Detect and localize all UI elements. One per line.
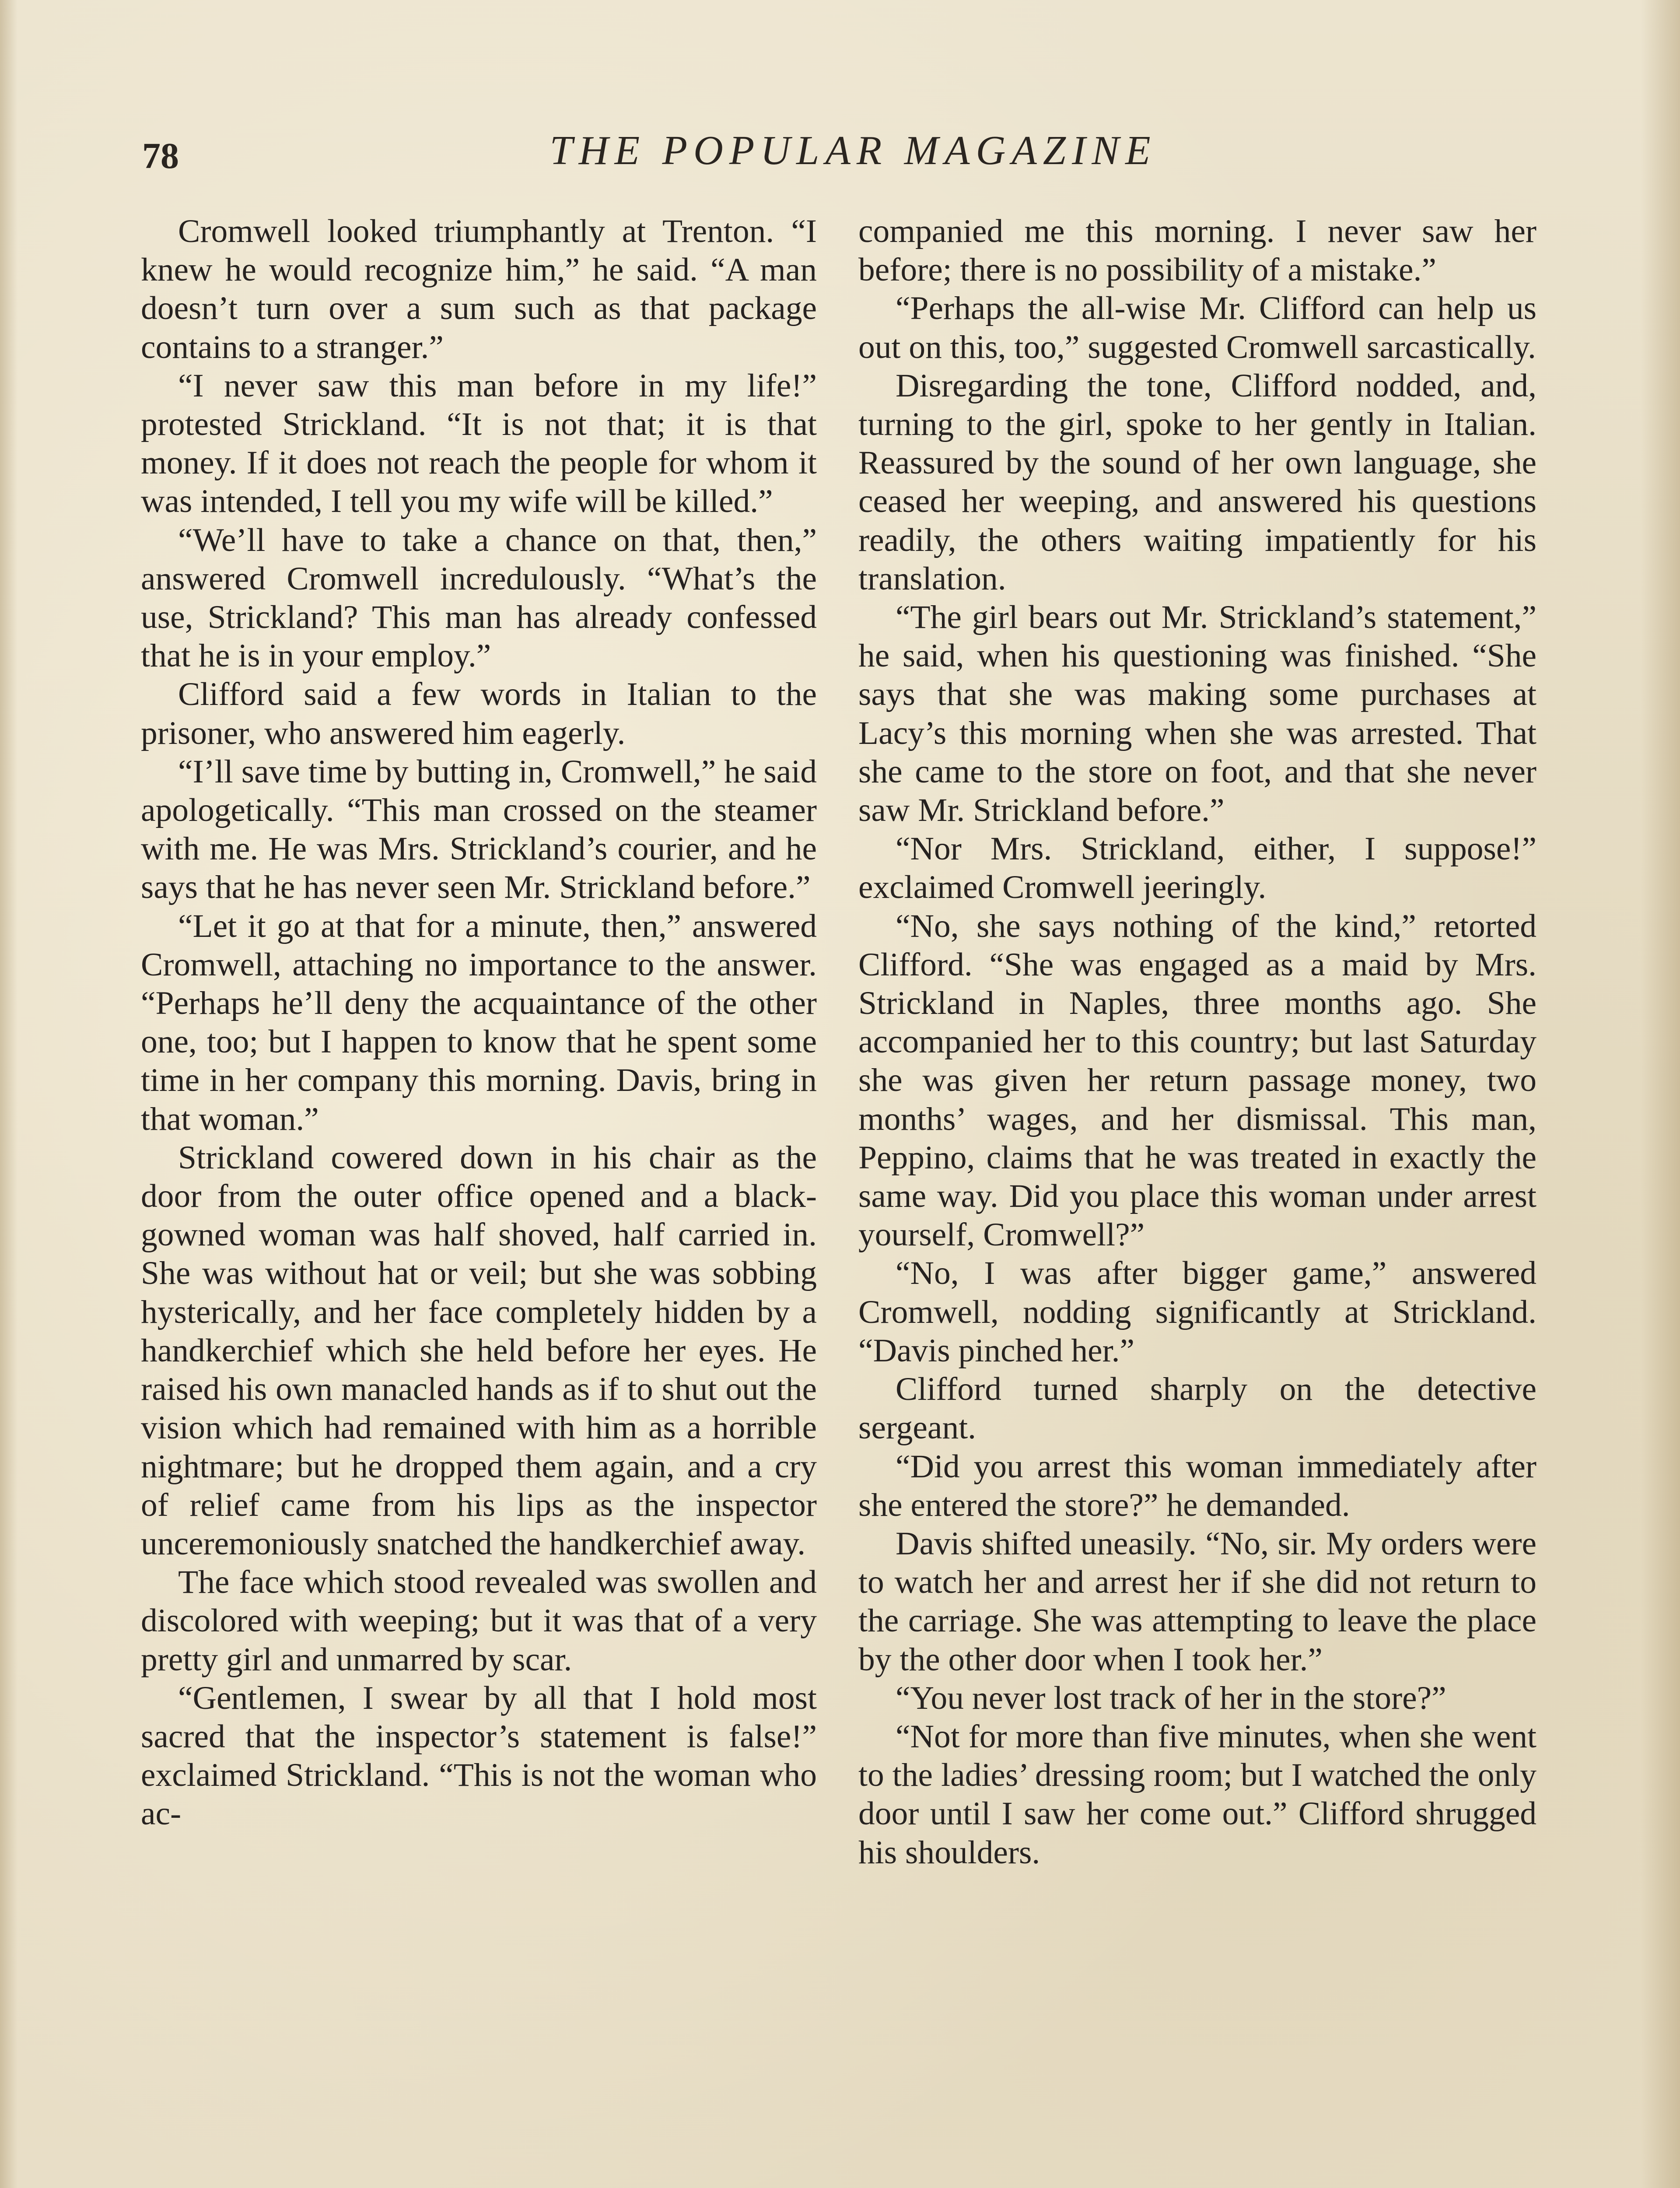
paragraph: “You never lost track of her in the store?” bbox=[896, 1680, 1446, 1716]
paragraph: “Did you arrest this woman immediately after she entered the store?” he demanded. bbox=[858, 1448, 1536, 1523]
paragraph: “I never saw this man before in my life!” protested Strickland. “It is not that; it is that money. If it does not reach the people for whom it was intended, I tell you my wife will be killed.” bbox=[141, 367, 817, 520]
page-number: 78 bbox=[142, 136, 179, 176]
paragraph: Davis shifted uneasily. “No, sir. My orders were to watch her and arrest her if she did not return to the carriage. She was attempting to leave the place by the other door when I took her.” bbox=[858, 1525, 1536, 1678]
paragraph: Disregarding the tone, Clifford nodded, and, turning to the girl, spoke to her gently in Italian. Reassured by the sound of her own language, she ceased her weeping, and answered his questions readily, the others waiting impatiently for his translation. bbox=[858, 367, 1536, 597]
paragraph-continuation: companied me this morning. I never saw her before; there is no possibility of a mistake.” bbox=[858, 213, 1536, 288]
page-header bbox=[142, 127, 1564, 188]
paragraph: Clifford turned sharply on the detective sergeant. bbox=[858, 1371, 1536, 1446]
paragraph: “The girl bears out Mr. Strickland’s statement,” he said, when his questioning was finished. “She says that she was making some purchases at Lacy’s this morning when she was arrested. That she came to the store on foot, and that she never saw Mr. Strickland before.” bbox=[858, 599, 1536, 829]
paragraph: “Let it go at that for a minute, then,” answered Cromwell, attaching no importance to the answer. “Perhaps he’ll deny the acquaintance of the other one, too; but I happen to know that he spent some time in her company this morning. Davis, bring in that woman.” bbox=[141, 908, 817, 1137]
running-title: THE POPULAR MAGAZINE bbox=[550, 128, 1157, 173]
paragraph: The face which stood revealed was swollen and discolored with weeping; but it was that of a very pretty girl and unmarred by scar. bbox=[141, 1564, 817, 1678]
paragraph: “No, she says nothing of the kind,” retorted Clifford. “She was engaged as a maid by Mrs. Strickland in Naples, three months ago. She accompanied her to this country; but last Saturday she was given her return passage money, two months’ wages, and her dismissal. This man, Peppino, claims that he was treated in exactly the same way. Did you place this woman under arrest yourself, Cromwell?” bbox=[858, 908, 1536, 1253]
paragraph: Strickland cowered down in his chair as the door from the outer office opened and a black-gowned woman was half shoved, half carried in. She was without hat or veil; but she was sobbing hysterically, and her face completely hidden by a handkerchief which she held before her eyes. He raised his own manacled hands as if to shut out the vision which had remained with him as a horrible nightmare; but he dropped them again, and a cry of relief came from his lips as the inspector unceremoniously snatched the handkerchief away. bbox=[141, 1139, 817, 1562]
left-column bbox=[141, 212, 817, 1834]
paragraph: “Not for more than five minutes, when she went to the ladies’ dressing room; but I watched the only door until I saw her come out.” Clifford shrugged his shoulders. bbox=[858, 1718, 1536, 1871]
paragraph: Clifford said a few words in Italian to the prisoner, who answered him eagerly. bbox=[141, 676, 817, 751]
page-edge-shadow-right bbox=[1641, 0, 1680, 2188]
paragraph: Cromwell looked triumphantly at Trenton. “I knew he would recognize him,” he said. “A man doesn’t turn over a sum such as that package contains to a stranger.” bbox=[141, 213, 817, 365]
paragraph: “We’ll have to take a chance on that, then,” answered Cromwell incredulously. “What’s the use, Strickland? This man has already confessed that he is in your employ.” bbox=[141, 522, 817, 674]
paragraph: “No, I was after bigger game,” answered Cromwell, nodding significantly at Strickland. “Davis pinched her.” bbox=[858, 1255, 1536, 1369]
paragraph: “Gentlemen, I swear by all that I hold most sacred that the inspector’s statement is false!” exclaimed Strickland. “This is not the woman who ac- bbox=[141, 1680, 817, 1832]
paragraph: “I’ll save time by butting in, Cromwell,” he said apologetically. “This man crossed on the steamer with me. He was Mrs. Strickland’s courier, and he says that he has never seen Mr. Strickland before.” bbox=[141, 753, 817, 906]
right-column bbox=[858, 212, 1536, 1872]
page-edge-shadow-left bbox=[0, 0, 18, 2188]
paragraph: “Nor Mrs. Strickland, either, I suppose!” exclaimed Cromwell jeeringly. bbox=[858, 831, 1536, 906]
paragraph: “Perhaps the all-wise Mr. Clifford can help us out on this, too,” suggested Cromwell sarcastically. bbox=[858, 290, 1536, 365]
